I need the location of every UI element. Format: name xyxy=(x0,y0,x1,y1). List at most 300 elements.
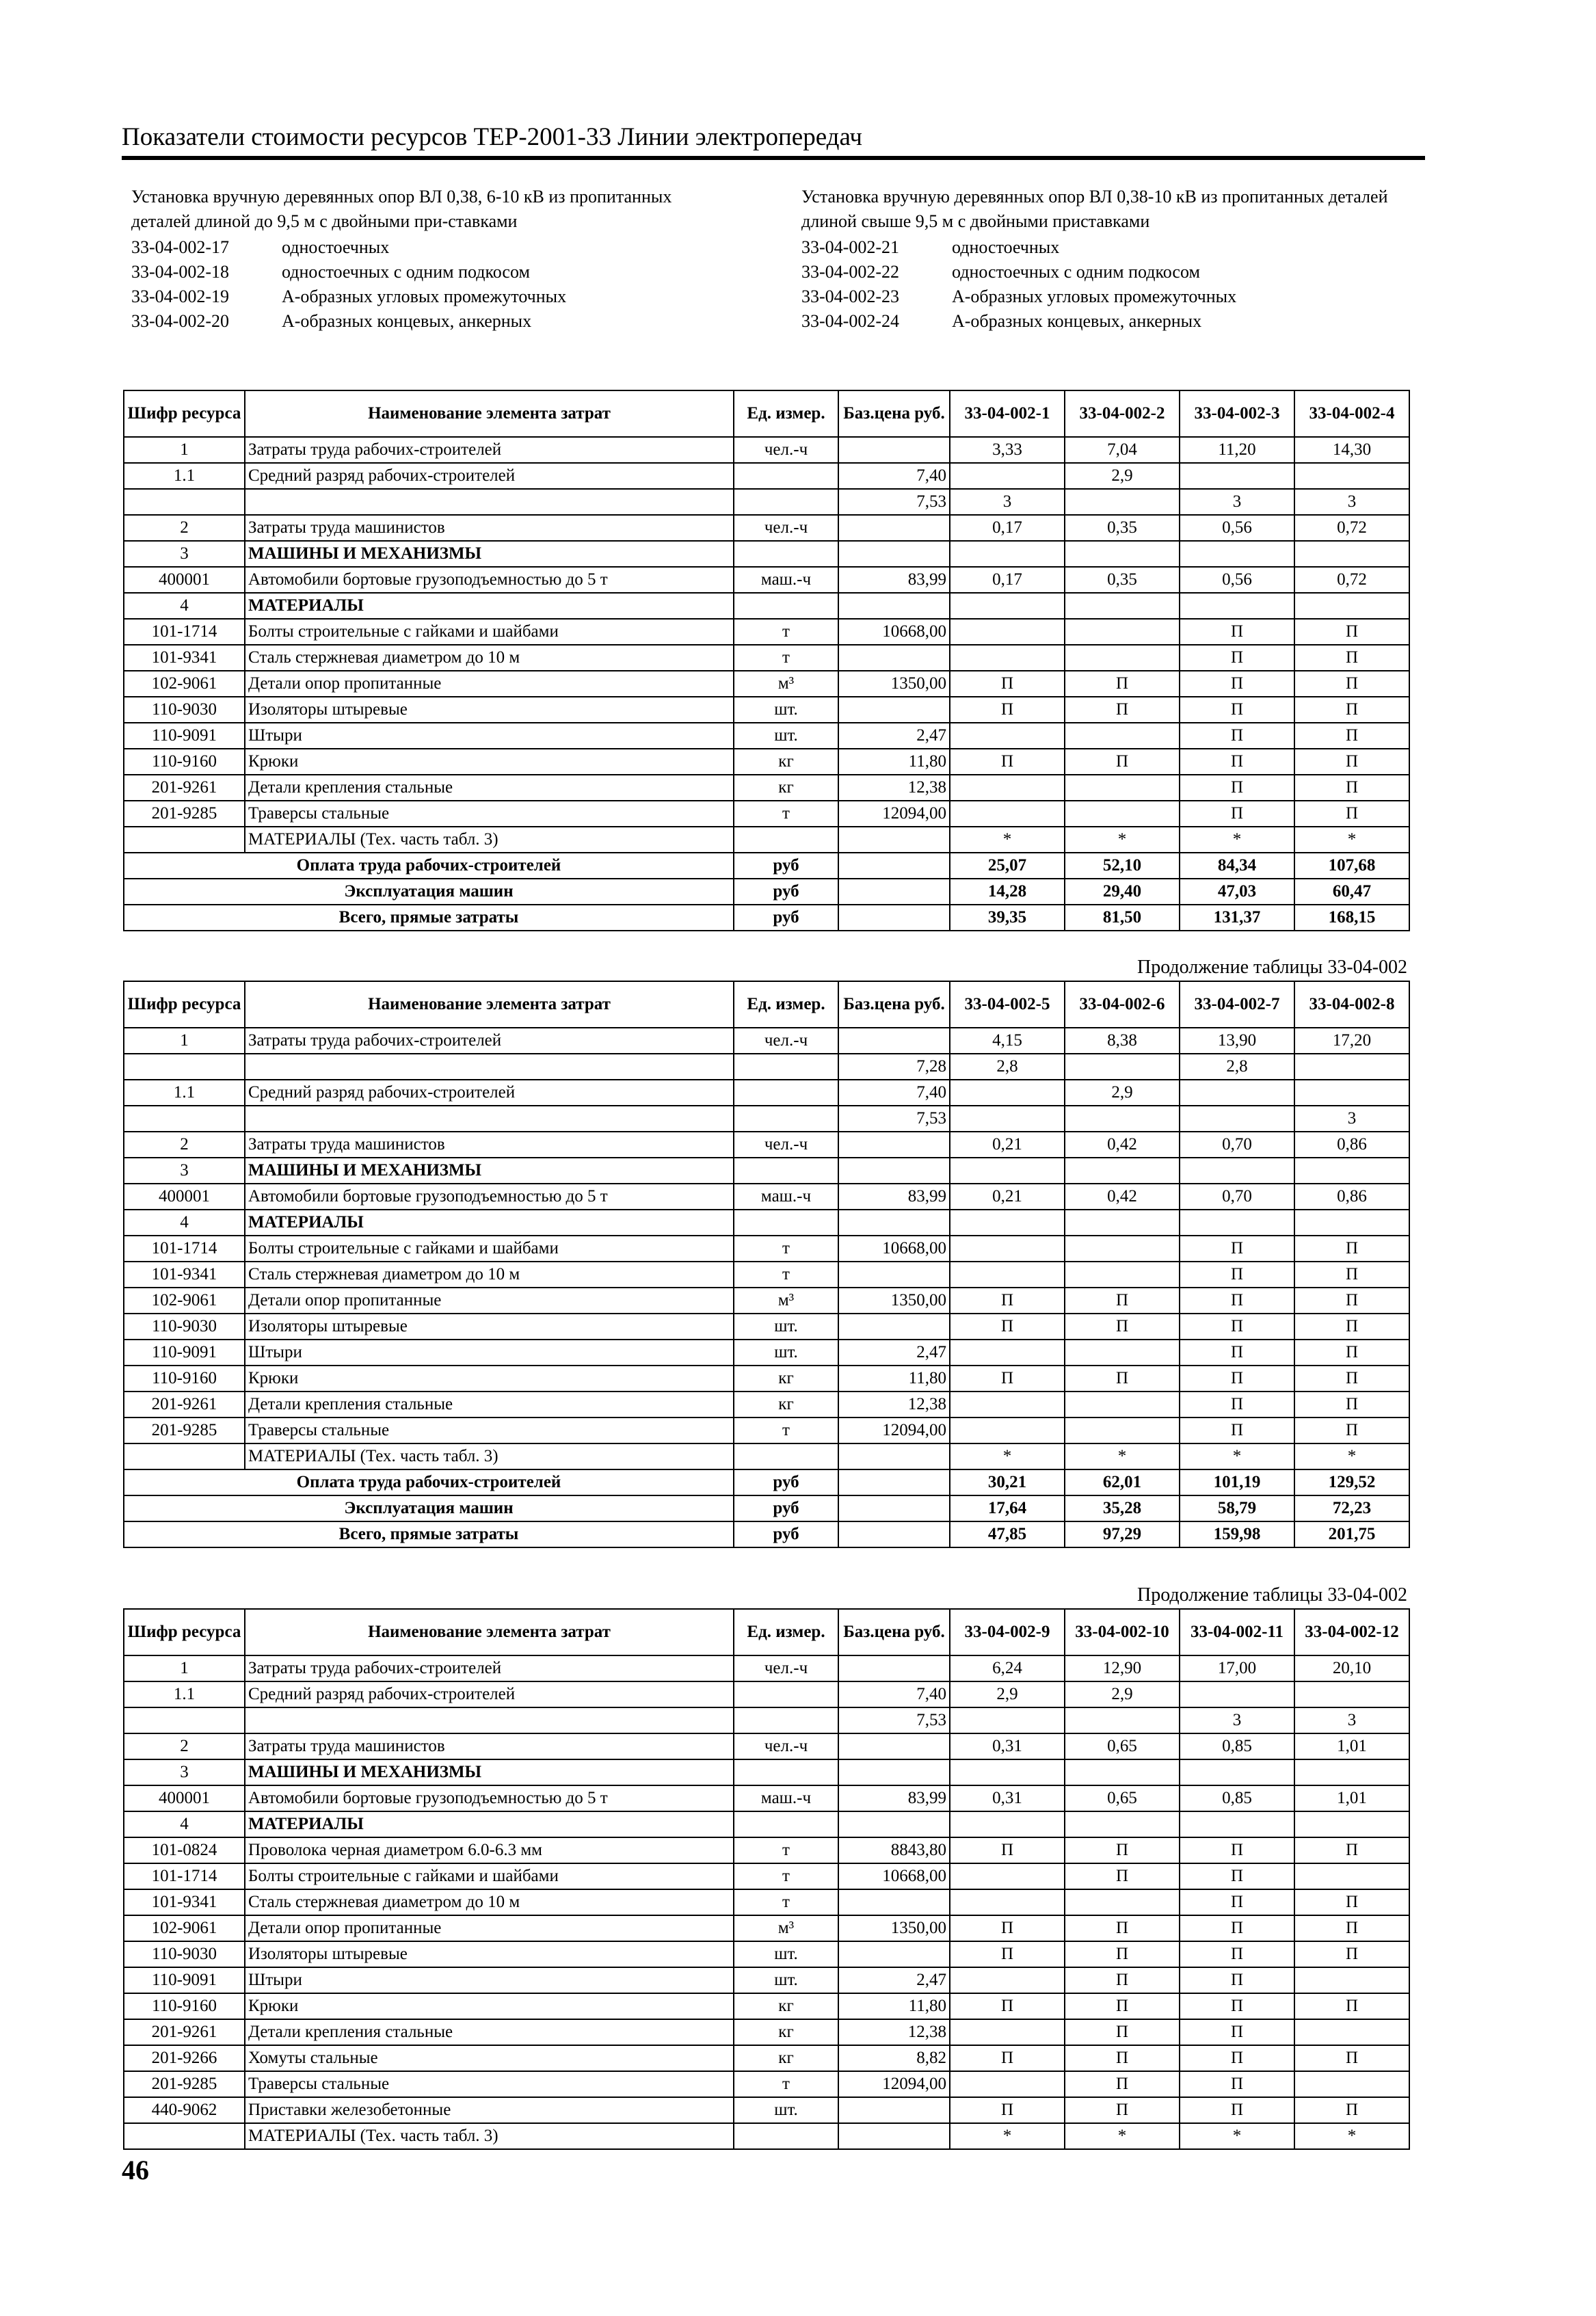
summary-value-cell: 107,68 xyxy=(1294,853,1409,879)
table-row xyxy=(124,827,1409,853)
norm-value-cell xyxy=(950,593,1065,619)
base-price-cell: 7,40 xyxy=(838,463,950,489)
unit-cell: т xyxy=(734,1863,838,1889)
resource-code-cell: 201-9261 xyxy=(124,2019,245,2045)
table-row xyxy=(124,1811,1409,1837)
resource-code: 33-04-002-21 xyxy=(801,237,899,257)
norm-value-cell xyxy=(1065,801,1180,827)
page-header: Показатели стоимости ресурсов ТЕР-2001-33 Линии электропередач xyxy=(122,123,863,151)
norm-column-header: 33-04-002-9 xyxy=(950,1609,1065,1655)
norm-value-cell: П xyxy=(950,697,1065,723)
norm-value-cell: * xyxy=(950,827,1065,853)
table-row xyxy=(124,1340,1409,1366)
table-row xyxy=(124,1236,1409,1262)
cost-element-name-header: Наименование элемента затрат xyxy=(245,390,734,437)
resource-code-cell: 101-1714 xyxy=(124,619,245,645)
norm-value-cell: П xyxy=(1294,723,1409,749)
base-price-cell: 2,47 xyxy=(838,1340,950,1366)
norm-value-cell: * xyxy=(1294,2123,1409,2149)
cost-element-name-cell: Проволока черная диаметром 6.0-6.3 мм xyxy=(245,1837,734,1863)
norm-value-cell: 2,8 xyxy=(1180,1054,1294,1080)
resource-code: 33-04-002-20 xyxy=(131,311,229,331)
norm-value-cell xyxy=(1065,1158,1180,1184)
norm-column-header: 33-04-002-5 xyxy=(950,981,1065,1028)
base-price-cell xyxy=(838,1158,950,1184)
norm-value-cell: П xyxy=(1180,1236,1294,1262)
cost-element-name-cell: Крюки xyxy=(245,1366,734,1392)
resource-code-cell xyxy=(124,1106,245,1132)
unit-cell: м³ xyxy=(734,1915,838,1941)
cost-element-name-cell: Сталь стержневая диаметром до 10 м xyxy=(245,1889,734,1915)
summary-value-cell: 131,37 xyxy=(1180,905,1294,931)
cost-element-name-cell: МАШИНЫ И МЕХАНИЗМЫ xyxy=(245,1158,734,1184)
norm-value-cell: 3 xyxy=(1294,1106,1409,1132)
cost-element-name-cell: Изоляторы штыревые xyxy=(245,1314,734,1340)
norm-value-cell xyxy=(1180,1080,1294,1106)
unit-header: Ед. измер. xyxy=(734,981,838,1028)
unit-cell: шт. xyxy=(734,1941,838,1967)
table-body xyxy=(124,1655,1409,2149)
resource-code-cell: 110-9091 xyxy=(124,1340,245,1366)
base-price-cell: 83,99 xyxy=(838,567,950,593)
intro-left-item xyxy=(131,235,719,260)
cost-element-name-cell: Изоляторы штыревые xyxy=(245,1941,734,1967)
table-row xyxy=(124,671,1409,697)
norm-value-cell: П xyxy=(1180,2045,1294,2071)
norm-value-cell xyxy=(950,645,1065,671)
norm-value-cell: 0,65 xyxy=(1065,1785,1180,1811)
resource-code-header: Шифр ресурса xyxy=(124,1609,245,1655)
table-row xyxy=(124,1655,1409,1681)
unit-cell xyxy=(734,1158,838,1184)
norm-value-cell: П xyxy=(1065,1915,1180,1941)
resource-code-cell: 101-9341 xyxy=(124,1262,245,1288)
unit-cell: руб xyxy=(734,1469,838,1495)
summary-value-cell: 72,23 xyxy=(1294,1495,1409,1521)
item-description: одностоечных xyxy=(282,237,390,257)
summary-value-cell: 84,34 xyxy=(1180,853,1294,879)
norm-value-cell: П xyxy=(1294,775,1409,801)
resource-code-cell xyxy=(124,2123,245,2149)
base-price-cell: 7,53 xyxy=(838,489,950,515)
base-price-cell: 11,80 xyxy=(838,749,950,775)
resource-code: 33-04-002-18 xyxy=(131,262,229,282)
resource-code-cell: 201-9285 xyxy=(124,1417,245,1443)
norm-value-cell: П xyxy=(1065,1967,1180,1993)
norm-value-cell xyxy=(950,1210,1065,1236)
table-row xyxy=(124,2019,1409,2045)
norm-value-cell: П xyxy=(1294,1915,1409,1941)
cost-element-name-cell: Штыри xyxy=(245,1340,734,1366)
norm-value-cell: * xyxy=(1180,2123,1294,2149)
norm-value-cell: П xyxy=(1294,801,1409,827)
norm-value-cell xyxy=(1294,1759,1409,1785)
unit-cell: т xyxy=(734,1262,838,1288)
norm-column-header: 33-04-002-2 xyxy=(1065,390,1180,437)
cost-element-name-cell: МАТЕРИАЛЫ xyxy=(245,1210,734,1236)
norm-value-cell: 17,00 xyxy=(1180,1655,1294,1681)
summary-value-cell: 17,64 xyxy=(950,1495,1065,1521)
norm-value-cell: П xyxy=(1294,1417,1409,1443)
table-caption: Продолжение таблицы 33-04-002 xyxy=(1136,957,1407,978)
table-header-row xyxy=(124,1609,1409,1655)
cost-table-3 xyxy=(123,1608,1410,2150)
norm-column-header: 33-04-002-6 xyxy=(1065,981,1180,1028)
norm-value-cell: П xyxy=(1065,2045,1180,2071)
norm-value-cell: П xyxy=(1180,2071,1294,2097)
unit-cell: шт. xyxy=(734,723,838,749)
norm-value-cell: П xyxy=(1180,749,1294,775)
summary-label-cell: Эксплуатация машин xyxy=(124,1495,734,1521)
cost-element-name-cell: МАШИНЫ И МЕХАНИЗМЫ xyxy=(245,541,734,567)
norm-column-header: 33-04-002-3 xyxy=(1180,390,1294,437)
unit-cell xyxy=(734,1811,838,1837)
table-row xyxy=(124,1392,1409,1417)
norm-value-cell xyxy=(1294,1967,1409,1993)
norm-value-cell: 0,42 xyxy=(1065,1184,1180,1210)
item-description: А-образных концевых, анкерных xyxy=(282,311,532,331)
table-row xyxy=(124,775,1409,801)
cost-element-name-cell: Детали опор пропитанные xyxy=(245,671,734,697)
cost-element-name-cell: Крюки xyxy=(245,749,734,775)
table-row xyxy=(124,1443,1409,1469)
norm-value-cell: 0,31 xyxy=(950,1733,1065,1759)
norm-value-cell xyxy=(950,1158,1065,1184)
cost-element-name-cell: Средний разряд рабочих-строителей xyxy=(245,463,734,489)
resource-code-cell xyxy=(124,489,245,515)
norm-value-cell: 3 xyxy=(1180,489,1294,515)
table-row xyxy=(124,489,1409,515)
intro-right-description: Установка вручную деревянных опор ВЛ 0,38-10 кВ из пропитанных деталей длиной свыше 9,5 м с двойными приставками xyxy=(801,187,1388,231)
header-rule xyxy=(122,156,1425,160)
summary-value-cell: 168,15 xyxy=(1294,905,1409,931)
base-price-cell xyxy=(838,827,950,853)
norm-value-cell xyxy=(950,1262,1065,1288)
table-row xyxy=(124,1054,1409,1080)
base-price-cell xyxy=(838,1469,950,1495)
norm-value-cell: П xyxy=(1065,2097,1180,2123)
norm-value-cell xyxy=(1180,1681,1294,1707)
table-row xyxy=(124,515,1409,541)
norm-value-cell: 0,86 xyxy=(1294,1184,1409,1210)
norm-column-header: 33-04-002-12 xyxy=(1294,1609,1409,1655)
norm-value-cell xyxy=(1065,1417,1180,1443)
table-row xyxy=(124,1941,1409,1967)
cost-element-name-cell: Средний разряд рабочих-строителей xyxy=(245,1080,734,1106)
norm-value-cell xyxy=(950,1392,1065,1417)
base-price-cell: 1350,00 xyxy=(838,1288,950,1314)
norm-value-cell: П xyxy=(1180,723,1294,749)
cost-element-name-cell: Болты строительные с гайками и шайбами xyxy=(245,619,734,645)
base-price-cell xyxy=(838,1262,950,1288)
cost-element-name-cell xyxy=(245,1707,734,1733)
norm-value-cell: П xyxy=(1180,1967,1294,1993)
resource-code-cell: 110-9160 xyxy=(124,749,245,775)
norm-value-cell: 4,15 xyxy=(950,1028,1065,1054)
norm-value-cell xyxy=(950,1080,1065,1106)
resource-code-cell: 2 xyxy=(124,1733,245,1759)
cost-element-name-cell: Детали опор пропитанные xyxy=(245,1915,734,1941)
item-description: одностоечных с одним подкосом xyxy=(282,262,530,282)
norm-value-cell: П xyxy=(1065,697,1180,723)
summary-value-cell: 159,98 xyxy=(1180,1521,1294,1547)
summary-label-cell: Всего, прямые затраты xyxy=(124,1521,734,1547)
base-price-cell xyxy=(838,1495,950,1521)
base-price-cell xyxy=(838,1889,950,1915)
table-caption: Продолжение таблицы 33-04-002 xyxy=(1136,1584,1407,1606)
norm-value-cell: 0,35 xyxy=(1065,567,1180,593)
item-description: А-образных угловых промежуточных xyxy=(952,287,1237,306)
resource-code-cell xyxy=(124,1443,245,1469)
resource-code-cell: 101-9341 xyxy=(124,1889,245,1915)
resource-code-cell: 400001 xyxy=(124,567,245,593)
norm-value-cell xyxy=(950,463,1065,489)
base-price-cell: 10668,00 xyxy=(838,619,950,645)
norm-value-cell: П xyxy=(950,1366,1065,1392)
cost-element-name-cell: Автомобили бортовые грузоподъемностью до 5 т xyxy=(245,1184,734,1210)
norm-value-cell: П xyxy=(1294,1837,1409,1863)
resource-code-cell: 110-9091 xyxy=(124,1967,245,1993)
norm-value-cell: П xyxy=(1294,1262,1409,1288)
norm-value-cell: * xyxy=(1180,1443,1294,1469)
norm-value-cell: П xyxy=(1065,1366,1180,1392)
table-row xyxy=(124,1366,1409,1392)
norm-value-cell xyxy=(950,1811,1065,1837)
base-price-cell: 10668,00 xyxy=(838,1236,950,1262)
unit-cell xyxy=(734,1080,838,1106)
base-price-cell xyxy=(838,593,950,619)
unit-cell xyxy=(734,1210,838,1236)
table-row xyxy=(124,1288,1409,1314)
cost-element-name-cell: Штыри xyxy=(245,1967,734,1993)
norm-value-cell xyxy=(1065,1054,1180,1080)
base-price-cell xyxy=(838,905,950,931)
base-price-cell: 10668,00 xyxy=(838,1863,950,1889)
intro-left xyxy=(131,185,719,334)
unit-cell: м³ xyxy=(734,1288,838,1314)
unit-cell: маш.-ч xyxy=(734,1785,838,1811)
norm-value-cell: П xyxy=(1065,671,1180,697)
norm-value-cell xyxy=(1294,1863,1409,1889)
resource-code-cell: 2 xyxy=(124,1132,245,1158)
norm-value-cell: 0,56 xyxy=(1180,515,1294,541)
norm-value-cell: П xyxy=(950,2045,1065,2071)
base-price-cell xyxy=(838,1521,950,1547)
table-header-row xyxy=(124,390,1409,437)
item-description: одностоечных xyxy=(952,237,1060,257)
cost-element-name-cell: Траверсы стальные xyxy=(245,1417,734,1443)
table-row xyxy=(124,437,1409,463)
norm-value-cell: 0,85 xyxy=(1180,1785,1294,1811)
base-price-cell xyxy=(838,1314,950,1340)
cost-element-name-cell: Затраты труда рабочих-строителей xyxy=(245,1655,734,1681)
norm-value-cell: 2,9 xyxy=(950,1681,1065,1707)
summary-label-cell: Оплата труда рабочих-строителей xyxy=(124,853,734,879)
norm-value-cell xyxy=(950,1889,1065,1915)
summary-value-cell: 52,10 xyxy=(1065,853,1180,879)
cost-element-name-cell: Автомобили бортовые грузоподъемностью до 5 т xyxy=(245,567,734,593)
base-price-cell: 7,40 xyxy=(838,1681,950,1707)
base-price-cell: 12094,00 xyxy=(838,801,950,827)
norm-value-cell xyxy=(1065,1236,1180,1262)
unit-cell xyxy=(734,593,838,619)
norm-value-cell: 11,20 xyxy=(1180,437,1294,463)
intro-right-item xyxy=(801,284,1389,309)
norm-value-cell xyxy=(1294,1811,1409,1837)
cost-table-1 xyxy=(123,390,1410,931)
base-price-cell xyxy=(838,1733,950,1759)
norm-value-cell: П xyxy=(1294,1993,1409,2019)
norm-value-cell: П xyxy=(1294,1366,1409,1392)
summary-value-cell: 47,03 xyxy=(1180,879,1294,905)
norm-value-cell xyxy=(950,723,1065,749)
norm-value-cell xyxy=(1065,1106,1180,1132)
norm-value-cell: П xyxy=(1180,1863,1294,1889)
resource-code-cell: 1 xyxy=(124,1655,245,1681)
base-price-cell xyxy=(838,515,950,541)
resource-code-cell: 4 xyxy=(124,593,245,619)
cost-element-name-cell xyxy=(245,1106,734,1132)
unit-cell: руб xyxy=(734,879,838,905)
resource-code-cell: 4 xyxy=(124,1811,245,1837)
resource-code-cell: 110-9030 xyxy=(124,1941,245,1967)
resource-code-header: Шифр ресурса xyxy=(124,981,245,1028)
summary-value-cell: 30,21 xyxy=(950,1469,1065,1495)
norm-value-cell: П xyxy=(1180,801,1294,827)
norm-value-cell: П xyxy=(950,2097,1065,2123)
norm-value-cell xyxy=(1180,1210,1294,1236)
base-price-cell: 7,28 xyxy=(838,1054,950,1080)
norm-value-cell: П xyxy=(1065,1837,1180,1863)
norm-value-cell: 0,70 xyxy=(1180,1184,1294,1210)
unit-cell: т xyxy=(734,619,838,645)
norm-value-cell: 1,01 xyxy=(1294,1785,1409,1811)
norm-value-cell xyxy=(1294,2071,1409,2097)
unit-cell: кг xyxy=(734,2045,838,2071)
norm-value-cell: 2,9 xyxy=(1065,1080,1180,1106)
intro-right-item xyxy=(801,309,1389,334)
cost-element-name-cell: Затраты труда машинистов xyxy=(245,515,734,541)
summary-row xyxy=(124,879,1409,905)
norm-value-cell: П xyxy=(1294,619,1409,645)
resource-code-cell: 440-9062 xyxy=(124,2097,245,2123)
cost-element-name-cell: Болты строительные с гайками и шайбами xyxy=(245,1236,734,1262)
norm-value-cell: 0,31 xyxy=(950,1785,1065,1811)
page-number: 46 xyxy=(122,2155,149,2185)
norm-value-cell: П xyxy=(950,1314,1065,1340)
table-row xyxy=(124,1158,1409,1184)
base-price-cell xyxy=(838,879,950,905)
table-row xyxy=(124,541,1409,567)
norm-value-cell: П xyxy=(1065,1314,1180,1340)
unit-cell: чел.-ч xyxy=(734,1733,838,1759)
unit-cell: т xyxy=(734,1889,838,1915)
norm-value-cell: П xyxy=(1065,1863,1180,1889)
norm-value-cell: 0,85 xyxy=(1180,1733,1294,1759)
norm-value-cell xyxy=(950,1236,1065,1262)
cost-element-name-cell: Затраты труда рабочих-строителей xyxy=(245,437,734,463)
norm-value-cell: 7,04 xyxy=(1065,437,1180,463)
norm-value-cell xyxy=(1294,593,1409,619)
table-header-row xyxy=(124,981,1409,1028)
cost-element-name-cell: Детали крепления стальные xyxy=(245,775,734,801)
table-row xyxy=(124,593,1409,619)
summary-value-cell: 14,28 xyxy=(950,879,1065,905)
unit-cell xyxy=(734,1106,838,1132)
cost-element-name-cell: Затраты труда рабочих-строителей xyxy=(245,1028,734,1054)
table-row xyxy=(124,1132,1409,1158)
norm-value-cell: 17,20 xyxy=(1294,1028,1409,1054)
unit-cell: маш.-ч xyxy=(734,1184,838,1210)
norm-value-cell: П xyxy=(1065,1993,1180,2019)
base-price-cell: 2,47 xyxy=(838,1967,950,1993)
norm-value-cell: П xyxy=(1180,1314,1294,1340)
base-price-header: Баз.цена руб. xyxy=(838,981,950,1028)
resource-code-cell: 400001 xyxy=(124,1184,245,1210)
table-row xyxy=(124,1210,1409,1236)
norm-value-cell: П xyxy=(1294,645,1409,671)
unit-cell: чел.-ч xyxy=(734,1132,838,1158)
item-description: А-образных концевых, анкерных xyxy=(952,311,1202,331)
norm-value-cell xyxy=(1180,1811,1294,1837)
norm-value-cell: П xyxy=(1180,1366,1294,1392)
table-row xyxy=(124,1785,1409,1811)
summary-value-cell: 201,75 xyxy=(1294,1521,1409,1547)
norm-value-cell xyxy=(1065,541,1180,567)
unit-cell: кг xyxy=(734,1392,838,1417)
base-price-cell: 12,38 xyxy=(838,1392,950,1417)
resource-code: 33-04-002-23 xyxy=(801,287,899,306)
resource-code-cell xyxy=(124,827,245,853)
resource-code: 33-04-002-24 xyxy=(801,311,899,331)
norm-value-cell: П xyxy=(1065,2019,1180,2045)
norm-value-cell: 8,38 xyxy=(1065,1028,1180,1054)
base-price-cell: 11,80 xyxy=(838,1366,950,1392)
norm-value-cell: П xyxy=(1294,697,1409,723)
norm-value-cell: * xyxy=(1294,1443,1409,1469)
intro-right-item xyxy=(801,260,1389,284)
summary-label-cell: Оплата труда рабочих-строителей xyxy=(124,1469,734,1495)
norm-value-cell xyxy=(1065,645,1180,671)
norm-value-cell: 0,72 xyxy=(1294,567,1409,593)
norm-value-cell: П xyxy=(1294,2097,1409,2123)
base-price-cell xyxy=(838,1811,950,1837)
cost-element-name-cell: Детали опор пропитанные xyxy=(245,1288,734,1314)
norm-value-cell: 3 xyxy=(1180,1707,1294,1733)
base-price-cell xyxy=(838,2097,950,2123)
norm-value-cell xyxy=(1065,619,1180,645)
table-row xyxy=(124,749,1409,775)
norm-value-cell: П xyxy=(1180,1340,1294,1366)
table-row xyxy=(124,1889,1409,1915)
unit-cell xyxy=(734,541,838,567)
cost-element-name-cell: Детали крепления стальные xyxy=(245,1392,734,1417)
norm-value-cell xyxy=(950,775,1065,801)
norm-value-cell: 0,42 xyxy=(1065,1132,1180,1158)
norm-value-cell: П xyxy=(950,1941,1065,1967)
norm-value-cell xyxy=(1065,1210,1180,1236)
intro-left-item xyxy=(131,309,719,334)
table-row xyxy=(124,2045,1409,2071)
norm-value-cell: П xyxy=(1294,1288,1409,1314)
norm-value-cell: 3,33 xyxy=(950,437,1065,463)
cost-element-name-header: Наименование элемента затрат xyxy=(245,981,734,1028)
norm-value-cell: П xyxy=(1180,1417,1294,1443)
cost-element-name-cell: МАТЕРИАЛЫ (Тех. часть табл. 3) xyxy=(245,2123,734,2149)
table-row xyxy=(124,645,1409,671)
summary-value-cell: 29,40 xyxy=(1065,879,1180,905)
table-row xyxy=(124,1417,1409,1443)
